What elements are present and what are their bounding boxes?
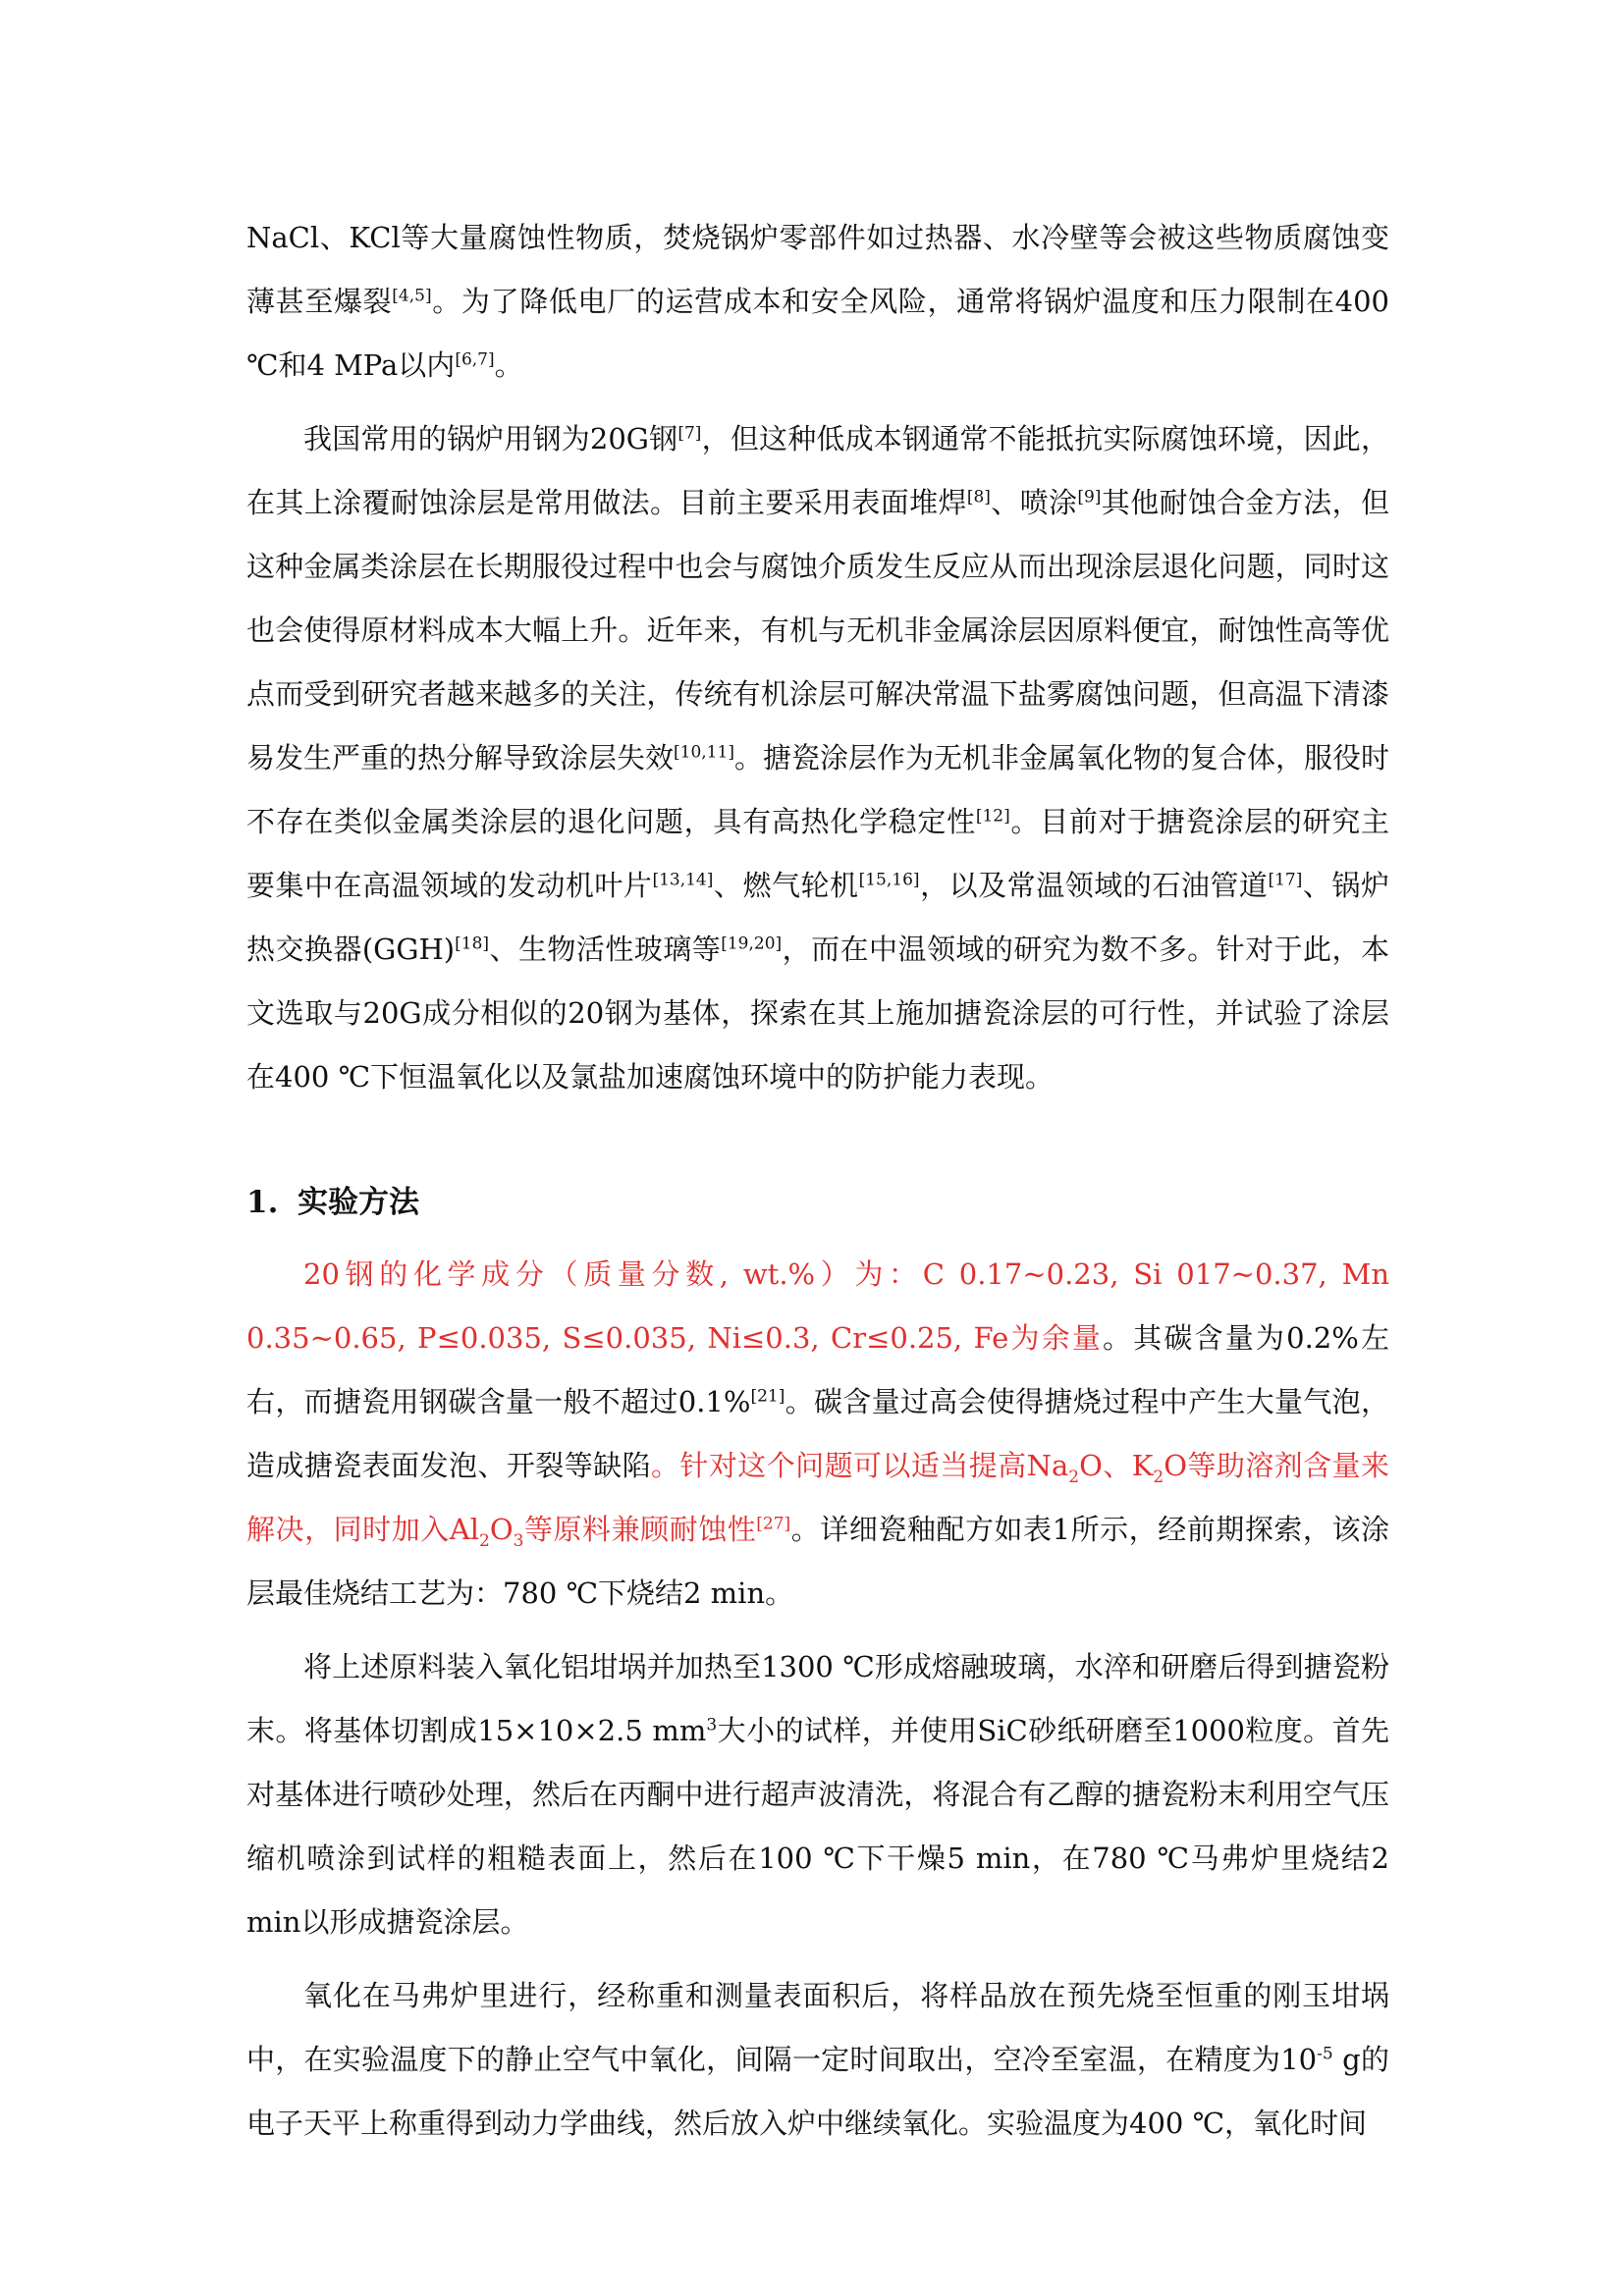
text-run: 。其碳含量为0.2%左右，而搪瓷用钢碳含量一般不超过0.1% bbox=[246, 1321, 1389, 1418]
citation-superscript: [15,16] bbox=[858, 870, 920, 890]
section-heading bbox=[246, 1170, 1389, 1235]
paragraph-preparation bbox=[246, 1635, 1389, 1954]
chemical-subscript: 3 bbox=[513, 1530, 524, 1551]
citation-superscript: [10,11] bbox=[674, 742, 734, 763]
highlighted-text-run: O bbox=[489, 1513, 514, 1546]
text-run: 其他耐蚀合金方法，但这种金属类涂层在长期服役过程中也会与腐蚀介质发生反应从而出现涂层退化问题，同时这也会使得原材料成本大幅上升。近年来，有机与无机非金属涂层因原料便宜，耐蚀性高等优点而受到研究者越来越多的关注，传统有机涂层可解决常温下盐雾腐蚀问题，但高温下清漆易发生严重的热分解导致涂层失效 bbox=[246, 486, 1389, 774]
citation-superscript: [21] bbox=[750, 1386, 785, 1407]
text-run: 我国常用的锅炉用钢为20G钢 bbox=[303, 422, 678, 455]
text-run: 、喷涂 bbox=[990, 486, 1078, 519]
text-run: ，但这种低成本钢通常不能抵抗实际腐蚀环境，因此，在其上涂覆耐蚀涂层是常用做法。目前主要采用表面堆焊 bbox=[246, 422, 1389, 519]
text-run: 、生物活性玻璃等 bbox=[489, 933, 722, 966]
citation-superscript: [13,14] bbox=[652, 870, 714, 890]
text-run: ，而在中温领域的研究为数不多。针对于此，本文选取与20G成分相似的20钢为基体，探索在其上施加搪瓷涂层的可行性，并试验了涂层在400 ℃下恒温氧化以及氯盐加速腐蚀环境中的防护能力表现。 bbox=[246, 933, 1389, 1094]
text-run: 。碳含量过高会使得搪烧过程中产生大量气泡，造成搪瓷表面发泡、开裂等缺陷 bbox=[246, 1385, 1389, 1482]
citation-superscript: [12] bbox=[975, 806, 1010, 827]
citation-superscript: -5 bbox=[1317, 2044, 1333, 2064]
text-run: ，以及常温领域的石油管道 bbox=[919, 869, 1269, 902]
text-run: 将上述原料装入氧化铝坩埚并加热至1300 ℃形成熔融玻璃，水淬和研磨后得到搪瓷粉末。将基体切割成15×10×2.5 mm bbox=[246, 1650, 1389, 1747]
text-run: 。 bbox=[494, 348, 523, 382]
chemical-subscript: 2 bbox=[479, 1530, 490, 1551]
paragraph-intro-continued bbox=[246, 206, 1389, 398]
page-body bbox=[246, 206, 1389, 2156]
highlighted-text-run: O等助溶剂含量来解决，同时加入Al bbox=[246, 1449, 1389, 1546]
citation-superscript: [4,5] bbox=[392, 286, 432, 306]
citation-superscript: [8] bbox=[966, 487, 991, 507]
paragraph-composition bbox=[246, 1243, 1389, 1626]
text-run: 。搪瓷涂层作为无机非金属氧化物的复合体，服役时不存在类似金属类涂层的退化问题，具有高热化学稳定性 bbox=[246, 741, 1389, 838]
citation-superscript: [19,20] bbox=[721, 934, 783, 954]
text-run: 、燃气轮机 bbox=[713, 869, 859, 902]
text-run: 。为了降低电厂的运营成本和安全风险，通常将锅炉温度和压力限制在400 ℃和4 MPa以内 bbox=[246, 285, 1389, 382]
citation-superscript: [17] bbox=[1268, 870, 1303, 890]
highlighted-text-run: 等原料兼顾耐蚀性 bbox=[523, 1513, 757, 1546]
citation-superscript: [7] bbox=[677, 423, 702, 444]
section-number: 1. bbox=[246, 1185, 279, 1220]
citation-superscript: [6,7] bbox=[455, 349, 495, 370]
text-run: 氧化在马弗炉里进行，经称重和测量表面积后，将样品放在预先烧至恒重的刚玉坩埚中，在实验温度下的静止空气中氧化，间隔一定时间取出，空冷至室温，在精度为10 bbox=[246, 1979, 1389, 2076]
highlighted-text-run: 。针对这个问题可以适当提高Na bbox=[651, 1449, 1069, 1482]
chemical-subscript: 2 bbox=[1068, 1467, 1080, 1487]
text-run: NaCl、KCl等大量腐蚀性物质，焚烧锅炉零部件如过热器、水冷壁等会被这些物质腐蚀变薄甚至爆裂 bbox=[246, 221, 1389, 318]
text-run: 大小的试样，并使用SiC砂纸研磨至1000粒度。首先对基体进行喷砂处理，然后在丙酮中进行超声波清洗，将混合有乙醇的搪瓷粉末利用空气压缩机喷涂到试样的粗糙表面上，然后在100 ℃下干燥5 min，在780 ℃马弗炉里烧结2 min以形成搪瓷涂层。 bbox=[246, 1714, 1389, 1939]
section-title: 实验方法 bbox=[298, 1185, 419, 1220]
text-run: 。目前对于搪瓷涂层的研究主要集中在高温领域的发动机叶片 bbox=[246, 805, 1389, 902]
citation-superscript: [18] bbox=[455, 934, 490, 954]
text-run: g的电子天平上称重得到动力学曲线，然后放入炉中继续氧化。实验温度为400 ℃，氧化时间 bbox=[246, 2043, 1389, 2140]
highlighted-text-run: 20钢的化学成分（质量分数, wt.%）为：C 0.17~0.23, Si 017~0.37, Mn 0.35~0.65, P≤0.035, S≤0.035, Ni≤0.3, Cr≤0.25, Fe为余量 bbox=[246, 1257, 1389, 1355]
text-run: 。详细瓷釉配方如表1所示，经前期探索，该涂层最佳烧结工艺为：780 ℃下烧结2 min。 bbox=[246, 1513, 1389, 1610]
citation-superscript: [27] bbox=[756, 1514, 791, 1534]
chemical-subscript: 2 bbox=[1153, 1467, 1164, 1487]
highlighted-text-run: O、K bbox=[1079, 1449, 1154, 1482]
paragraph-background bbox=[246, 407, 1389, 1109]
paragraph-oxidation bbox=[246, 1964, 1389, 2156]
citation-superscript: [9] bbox=[1077, 487, 1102, 507]
text-run: 、锅炉热交换器(GGH) bbox=[246, 869, 1389, 966]
citation-superscript: 3 bbox=[706, 1715, 718, 1735]
